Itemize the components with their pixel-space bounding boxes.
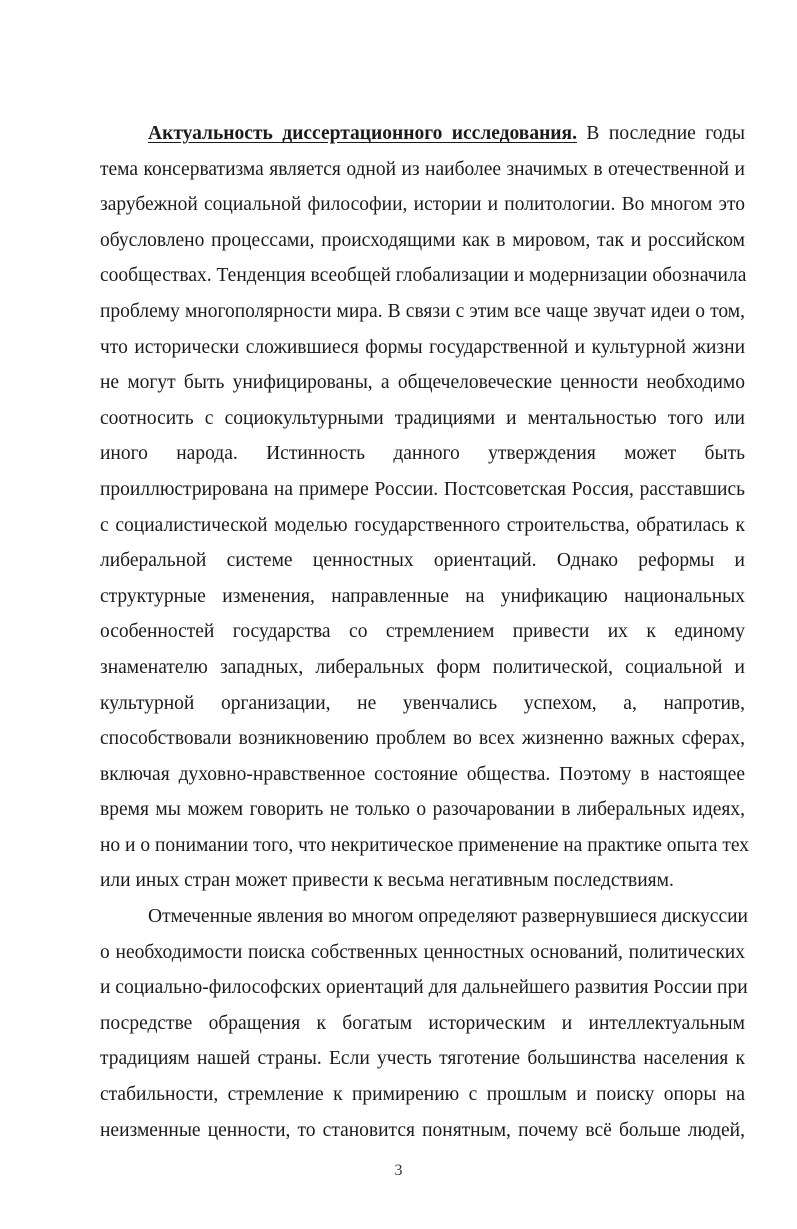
page-number: 3: [394, 1162, 403, 1179]
paragraph-2-line: неизменные ценности, то становится понятным, почему всё больше людей,: [100, 1119, 745, 1141]
paragraph-1-line: культурной организации, не увенчались успехом, а, напротив,: [100, 692, 745, 714]
paragraph-1-line: но и о понимании того, что некритическое применение на практике опыта тех: [100, 834, 749, 856]
paragraph-1-line: знаменателю западных, либеральных форм политической, социальной и: [100, 656, 745, 678]
paragraph-2-line: о необходимости поиска собственных ценностных оснований, политических: [100, 941, 745, 963]
paragraph-1-line: проблему многополярности мира. В связи с этим все чаще звучат идеи о том,: [100, 300, 745, 322]
paragraph-2-line: традициям нашей страны. Если учесть тяготение большинства населения к: [100, 1048, 745, 1070]
paragraph-1-line: обусловлено процессами, происходящими как в мировом, так и российском: [100, 229, 745, 251]
paragraph-1-line: проиллюстрирована на примере России. Постсоветская Россия, расставшись: [100, 478, 745, 500]
paragraph-1-line: время мы можем говорить не только о разочаровании в либеральных идеях,: [100, 799, 745, 821]
paragraph-1-line: не могут быть унифицированы, а общечеловеческие ценности необходимо: [100, 372, 745, 394]
paragraph-1-line: что исторически сложившиеся формы государственной и культурной жизни: [100, 336, 745, 358]
paragraph-1-line: с социалистической моделью государственного строительства, обратилась к: [100, 514, 745, 536]
paragraph-2-line-1: Отмеченные явления во многом определяют развернувшиеся дискуссии: [148, 906, 748, 928]
paragraph-1-line-1-text: В последние годы: [576, 123, 745, 144]
body-text: [100, 116, 749, 1148]
paragraph-1-line-1: [100, 116, 745, 152]
paragraph-2-line: и социально-философских ориентаций для дальнейшего развития России при: [100, 977, 748, 999]
paragraph-1-line: иного народа. Истинность данного утверждения может быть: [100, 443, 745, 465]
paragraph-2-line: стабильности, стремление к примирению с прошлым и поиску опоры на: [100, 1084, 745, 1106]
paragraph-1-line: сообществах. Тенденция всеобщей глобализации и модернизации обозначила: [100, 265, 747, 287]
paragraph-1-line: особенностей государства со стремлением привести их к единому: [100, 621, 745, 643]
paragraph-1-line: соотносить с социокультурными традициями и ментальностью того или: [100, 407, 745, 429]
paragraph-1-line: зарубежной социальной философии, истории и политологии. Во многом это: [100, 194, 745, 216]
paragraph-1-line-last: или иных стран может привести к весьма негативным последствиям.: [100, 870, 674, 892]
section-heading: Актуальность диссертационного исследования.: [148, 123, 577, 144]
paragraph-1-line: структурные изменения, направленные на унификацию национальных: [100, 585, 745, 607]
paragraph-1-line: включая духовно-нравственное состояние общества. Поэтому в настоящее: [100, 763, 745, 785]
paragraph-2-line: посредстве обращения к богатым историческим и интеллектуальным: [100, 1012, 745, 1034]
paragraph-1-line: либеральной системе ценностных ориентаций. Однако реформы и: [100, 550, 745, 572]
paragraph-1-line: тема консерватизма является одной из наиболее значимых в отечественной и: [100, 158, 745, 180]
paragraph-1-line: способствовали возникновению проблем во всех жизненно важных сферах,: [100, 728, 745, 750]
